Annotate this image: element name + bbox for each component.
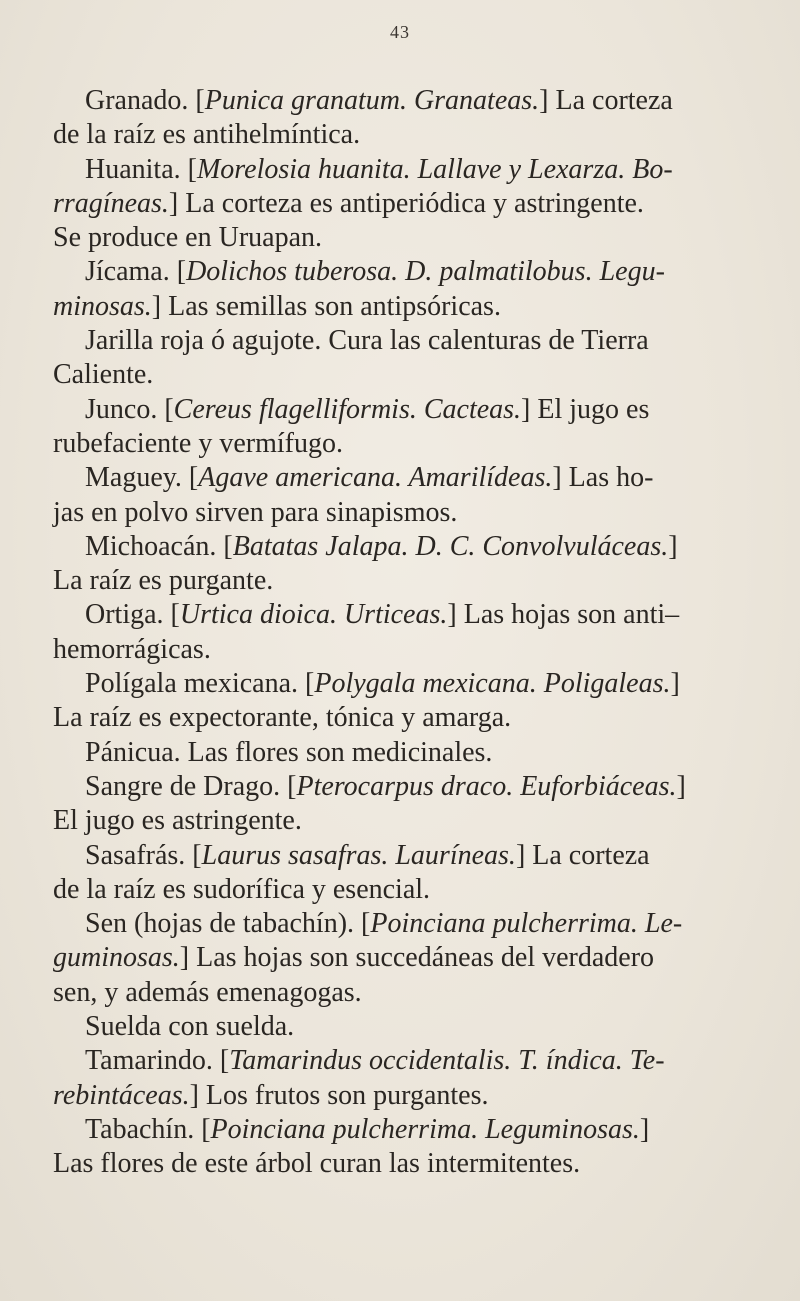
text-line xyxy=(53,496,753,530)
text-segment: Las flores de este árbol curan las intermitentes. xyxy=(53,1148,581,1180)
text-segment: El jugo es astringente. xyxy=(53,805,302,837)
text-segment: de la raíz es sudorífica y esencial. xyxy=(53,873,431,905)
text-segment: Maguey. [ xyxy=(85,462,199,494)
scientific-name: Urtica dioica. Urticeas. xyxy=(179,599,448,631)
scientific-name: guminosas. xyxy=(53,942,180,974)
scientific-name: Punica granatum. Granateas. xyxy=(204,85,540,116)
scientific-name: Tamarindus occidentalis. T. índica. Te- xyxy=(229,1045,665,1077)
text-line xyxy=(53,324,753,358)
text-line xyxy=(53,1010,753,1044)
text-segment: Se produce en Uruapan. xyxy=(53,222,323,254)
scientific-name: Polygala mexicana. Poligaleas. xyxy=(314,668,671,700)
entry-paragraph xyxy=(53,736,753,770)
text-segment: ] Los frutos son purgantes. xyxy=(189,1079,489,1111)
text-line xyxy=(53,153,753,187)
text-line xyxy=(53,118,753,152)
text-segment: Caliente. xyxy=(53,359,154,391)
text-line xyxy=(53,598,753,632)
entry-paragraph xyxy=(53,153,753,256)
entry-paragraph xyxy=(53,530,753,599)
text-line xyxy=(53,290,753,324)
text-line xyxy=(53,736,753,770)
text-line xyxy=(53,427,753,461)
text-segment: Jarilla roja ó agujote. Cura las calenturas de Tierra xyxy=(85,325,649,357)
text-segment: ] xyxy=(639,1113,650,1145)
text-segment: rubefaciente y vermífugo. xyxy=(53,427,343,459)
scientific-name: Morelosia huanita. Lallave y Lexarza. Bo- xyxy=(196,153,673,185)
entry-paragraph xyxy=(53,1044,753,1113)
text-line xyxy=(53,564,753,598)
text-segment: Pánicua. Las flores son medicinales. xyxy=(85,736,493,768)
text-line xyxy=(53,84,753,118)
text-line xyxy=(53,358,753,392)
text-segment: sen, y además emenagogas. xyxy=(53,976,362,1008)
entry-paragraph xyxy=(53,393,753,462)
entry-paragraph xyxy=(53,84,753,153)
text-segment: ] xyxy=(668,530,678,562)
text-line xyxy=(53,907,753,941)
text-segment: Granado. [ xyxy=(85,85,205,116)
text-line xyxy=(53,770,753,804)
scientific-name: Laurus sasafras. Lauríneas. xyxy=(201,839,516,871)
text-line xyxy=(53,187,753,221)
scientific-name: Poinciana pulcherrima. Leguminosas. xyxy=(210,1113,640,1145)
text-body xyxy=(53,84,753,1182)
text-line xyxy=(53,255,753,289)
text-segment: ] xyxy=(676,770,686,802)
text-line xyxy=(53,1113,753,1147)
scientific-name: Cereus flagelliformis. Cacteas. xyxy=(173,393,522,425)
text-line xyxy=(53,873,753,907)
text-segment: La raíz es expectorante, tónica y amarga. xyxy=(53,702,512,734)
text-segment: ] Las semillas son antipsóricas. xyxy=(151,290,501,322)
text-segment: ] xyxy=(670,668,680,700)
text-segment: jas en polvo sirven para sinapismos. xyxy=(53,496,458,528)
scientific-name: minosas. xyxy=(53,290,152,322)
text-line xyxy=(53,393,753,427)
text-segment: ] La corteza es antiperiódica y astringente. xyxy=(168,187,644,219)
text-segment: Tabachín. [ xyxy=(85,1113,211,1145)
text-segment: La raíz es purgante. xyxy=(53,565,274,597)
entry-paragraph xyxy=(53,667,753,736)
text-segment: ] El jugo es xyxy=(521,393,650,425)
scientific-name: rebintáceas. xyxy=(53,1079,190,1111)
text-segment: Tamarindo. [ xyxy=(85,1045,230,1077)
text-line xyxy=(53,1079,753,1113)
scientific-name: Agave americana. Amarilídeas. xyxy=(198,462,553,494)
text-segment: Junco. [ xyxy=(85,393,174,425)
entry-paragraph xyxy=(53,839,753,908)
text-segment: Michoacán. [ xyxy=(85,530,233,562)
text-line xyxy=(53,530,753,564)
text-segment: ] Las hojas son anti– xyxy=(447,599,680,631)
text-line xyxy=(53,1044,753,1078)
text-line xyxy=(53,1147,753,1181)
text-segment: ] La corteza xyxy=(515,839,650,871)
scientific-name: Batatas Jalapa. D. C. Convolvuláceas. xyxy=(232,530,669,562)
entry-paragraph xyxy=(53,324,753,393)
scientific-name: rragíneas. xyxy=(53,187,169,219)
text-segment: Polígala mexicana. [ xyxy=(85,668,315,700)
text-line xyxy=(53,461,753,495)
text-segment: ] Las ho- xyxy=(552,462,654,494)
entry-paragraph xyxy=(53,770,753,839)
text-line xyxy=(53,976,753,1010)
text-line xyxy=(53,667,753,701)
entry-paragraph xyxy=(53,907,753,1010)
scientific-name: Pterocarpus draco. Euforbiáceas. xyxy=(296,770,677,802)
entry-paragraph xyxy=(53,1113,753,1182)
text-segment: Huanita. [ xyxy=(85,153,197,185)
text-segment: Jícama. [ xyxy=(85,256,187,288)
scientific-name: Poinciana pulcherrima. Le- xyxy=(370,908,683,940)
entry-paragraph xyxy=(53,1010,753,1044)
text-segment: Ortiga. [ xyxy=(85,599,180,631)
text-segment: Sasafrás. [ xyxy=(85,839,202,871)
text-line xyxy=(53,221,753,255)
text-segment: ] La corteza xyxy=(539,85,673,116)
text-segment: de la raíz es antihelmíntica. xyxy=(53,119,361,151)
text-line xyxy=(53,804,753,838)
text-segment: Suelda con suelda. xyxy=(85,1011,295,1043)
text-line xyxy=(53,839,753,873)
text-segment: Sen (hojas de tabachín). [ xyxy=(85,908,371,940)
text-segment: Sangre de Drago. [ xyxy=(85,770,297,802)
text-line xyxy=(53,633,753,667)
text-segment: ] Las hojas son succedáneas del verdadero xyxy=(179,942,655,974)
text-segment: hemorrágicas. xyxy=(53,633,211,665)
text-line xyxy=(53,701,753,735)
entry-paragraph xyxy=(53,461,753,530)
text-line xyxy=(53,941,753,975)
page-number: 43 xyxy=(390,22,410,42)
entry-paragraph xyxy=(53,255,753,324)
entry-paragraph xyxy=(53,598,753,667)
scientific-name: Dolichos tuberosa. D. palmatilobus. Legu- xyxy=(186,256,665,288)
